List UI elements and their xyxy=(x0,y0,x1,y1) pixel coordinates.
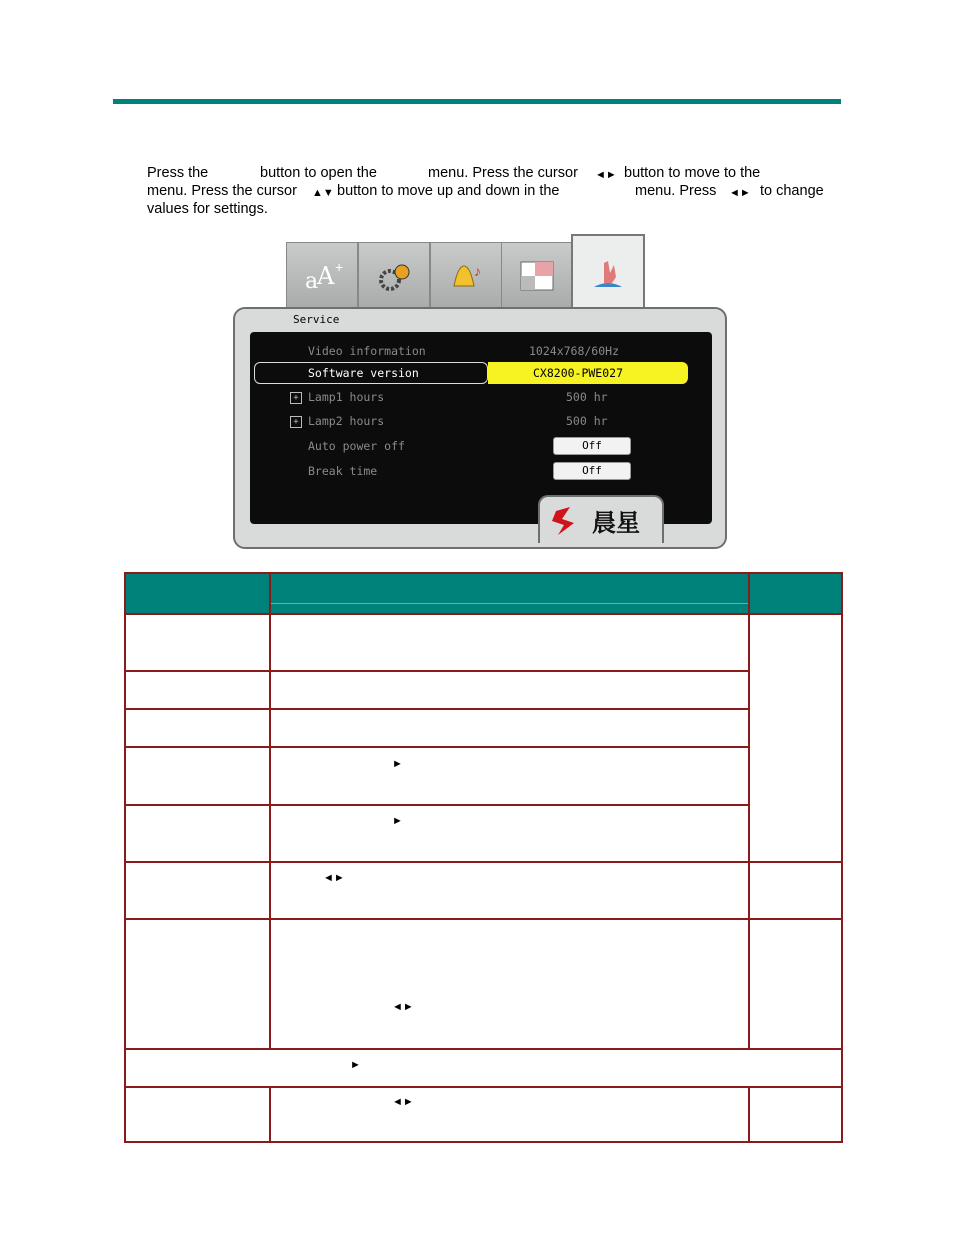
row-value: CX8200-PWE027 xyxy=(533,366,624,380)
osd-frame xyxy=(233,307,727,549)
row-value: 500 hr xyxy=(566,390,608,404)
svg-text:A: A xyxy=(317,262,335,290)
intro-text: Press the xyxy=(147,165,209,181)
left-right-arrows: ◄► xyxy=(595,169,617,181)
tab-options[interactable] xyxy=(501,242,573,309)
row-lamp2-hours[interactable] xyxy=(250,410,712,432)
gears-icon xyxy=(372,256,416,296)
row-value: 1024x768/60Hz xyxy=(529,344,620,358)
intro-text: menu. Press the cursor xyxy=(147,183,297,199)
row-break-time[interactable] xyxy=(250,460,712,482)
row-auto-power-off[interactable] xyxy=(250,435,712,457)
osd-title: Service xyxy=(293,313,340,326)
row-value: 500 hr xyxy=(566,414,608,428)
row-label: Software version xyxy=(308,366,419,380)
svg-text:晨星: 晨星 xyxy=(592,509,640,537)
row-lamp1-hours[interactable] xyxy=(250,386,712,408)
left-right-arrow-icon: ◄► xyxy=(392,1096,414,1108)
row-divider xyxy=(126,670,748,672)
intro-text: button to move to the xyxy=(624,165,761,181)
row-video-information[interactable] xyxy=(250,340,712,362)
table-header xyxy=(126,574,841,613)
intro-text: button to open the xyxy=(260,165,377,181)
osd-menu xyxy=(233,232,727,550)
row-label: Lamp1 hours xyxy=(308,390,385,404)
row-label: Video information xyxy=(308,344,426,358)
row-label: Lamp2 hours xyxy=(308,414,385,428)
right-arrow-icon: ► xyxy=(392,758,403,770)
squares-icon xyxy=(515,256,559,296)
column-divider xyxy=(748,1088,750,1143)
row-divider xyxy=(126,746,748,748)
svg-text:a: a xyxy=(305,269,319,294)
tab-alerts[interactable] xyxy=(430,242,502,309)
row-software-version[interactable] xyxy=(250,362,712,384)
right-arrow-icon: ► xyxy=(350,1059,361,1071)
font-size-icon xyxy=(297,256,347,296)
intro-text: button to move up and down in the xyxy=(337,183,560,199)
column-divider xyxy=(269,1088,271,1143)
svg-text:♪: ♪ xyxy=(474,263,481,279)
tab-image[interactable] xyxy=(286,242,358,309)
header-subrule xyxy=(271,603,748,604)
row-divider xyxy=(126,1086,841,1088)
column-divider xyxy=(269,574,271,1050)
row-divider xyxy=(126,861,841,863)
left-right-arrow-icon: ◄► xyxy=(323,872,345,884)
expand-icon[interactable]: + xyxy=(290,392,302,404)
brand-logo xyxy=(538,495,664,543)
row-label: Auto power off xyxy=(308,439,405,453)
intro-text: menu. Press xyxy=(635,183,717,199)
break-time-toggle[interactable]: Off xyxy=(553,462,631,480)
settings-table xyxy=(124,572,843,1143)
column-divider xyxy=(748,574,750,1050)
up-down-arrows: ▲▼ xyxy=(312,187,334,199)
bell-music-icon xyxy=(444,256,488,296)
tab-settings[interactable] xyxy=(358,242,430,309)
row-divider xyxy=(126,918,841,920)
auto-power-off-toggle[interactable]: Off xyxy=(553,437,631,455)
row-divider xyxy=(126,804,748,806)
brand-logo-mark xyxy=(540,497,662,543)
left-right-arrows: ◄► xyxy=(729,187,751,199)
intro-text: to change xyxy=(760,183,824,199)
row-label: Break time xyxy=(308,464,378,478)
row-divider xyxy=(126,613,841,615)
svg-text:+: + xyxy=(335,259,344,275)
row-divider xyxy=(126,1048,841,1050)
tab-service[interactable] xyxy=(571,234,645,314)
row-divider xyxy=(126,708,748,710)
intro-text: values for settings. xyxy=(147,201,268,217)
expand-icon[interactable]: + xyxy=(290,416,302,428)
intro-text: menu. Press the cursor xyxy=(428,165,578,181)
right-arrow-icon: ► xyxy=(392,815,403,827)
service-hand-icon xyxy=(586,253,630,297)
left-right-arrow-icon: ◄► xyxy=(392,1001,414,1013)
header-rule xyxy=(113,99,841,104)
